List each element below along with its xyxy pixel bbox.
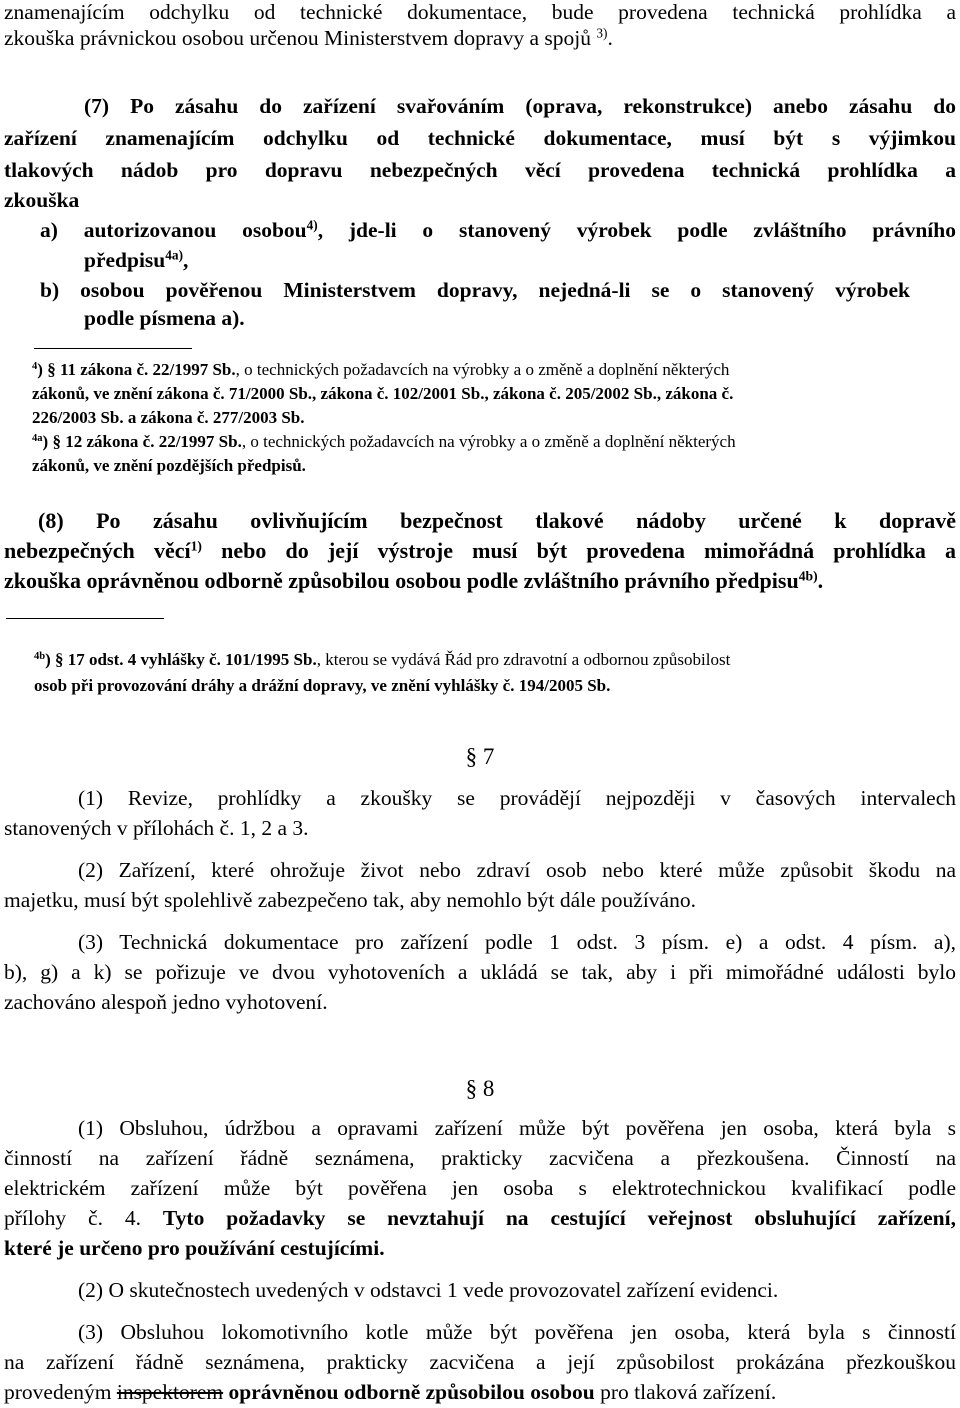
footnote-4a-line: zákonů, ve znění pozdějších předpisů.	[32, 456, 306, 475]
section-7-par-1-cont: stanovených v přílohách č. 1, 2 a 3.	[4, 816, 309, 840]
list-item-a-cont: předpisu$^{4a)}$,	[84, 247, 189, 272]
list-item-b-cont: podle písmena a).	[84, 306, 245, 330]
footnote-ref[interactable]: 4)	[306, 217, 318, 233]
section-8-heading: § 8	[465, 1076, 495, 1101]
section-8-par-1-cont: přílohy č. 4. Tyto požadavky se nevztahují na cestující veřejnost obsluhující zařízení,	[4, 1206, 956, 1230]
section-sign-icon: §	[47, 360, 56, 379]
footnote-4: $^4$) § 11 zákona č. 22/1997 Sb., o technických požadavcích na výrobky a o změně a doplnění některých	[32, 360, 730, 379]
footnote-4a: $^{4a}$) § 12 zákona č. 22/1997 Sb., o technických požadavcích na výrobky a o změně a doplnění některých	[32, 432, 736, 451]
section-7-par-2-cont: majetku, musí být spolehlivě zabezpečeno tak, aby nemohlo být dále používáno.	[4, 888, 696, 912]
footnote-ref[interactable]: 1)	[190, 538, 202, 554]
footnote-4b: $^{4b}$) § 17 odst. 4 vyhlášky č. 101/1995 Sb., kterou se vydává Řád pro zdravotní a odbornou způsobilost	[34, 650, 731, 669]
section-8-par-1-cont: elektrickém zařízení může být pověřena jen osoba s elektrotechnickou kvalifikací podle	[4, 1176, 956, 1200]
text-line: zkouška právnickou osobou určenou Ministerstvem dopravy a spojů $^{3)}$.	[4, 25, 613, 50]
footnote-ref[interactable]: 4b)	[798, 568, 818, 584]
section-8-par-3: (3) Obsluhou lokomotivního kotle může být pověřena jen osoba, která byla s činností	[78, 1320, 956, 1344]
list-item-b: b) osobou pověřenou Ministerstvem dopravy, nejedná-li se o stanovený výrobek	[40, 278, 910, 302]
footnote-divider	[6, 618, 164, 619]
section-7-par-1: (1) Revize, prohlídky a zkoušky se provádějí nejpozději v časových intervalech	[78, 786, 956, 810]
paragraph-8-line: zkouška oprávněnou odborně způsobilou osobou podle zvláštního právního předpisu$^{4b)}$.	[4, 568, 824, 593]
paragraph-8-line: (8) Po zásahu ovlivňujícím bezpečnost tlakové nádoby určené k dopravě	[38, 508, 956, 533]
section-7-heading: § 7	[465, 744, 495, 769]
section-8-par-1-cont: činností na zařízení řádně seznámena, prakticky zacvičena a přezkoušena. Činností na	[4, 1146, 956, 1170]
paragraph-7-line: tlakových nádob pro dopravu nebezpečných věcí provedena technická prohlídka a	[4, 158, 956, 182]
paragraph-7-line: zkouška	[4, 188, 80, 212]
list-item-a: a) autorizovanou osobou$^{4)}$, jde-li o stanovený výrobek podle zvláštního právního	[40, 217, 956, 242]
section-8-par-1-cont: které je určeno pro používání cestujícími.	[4, 1236, 385, 1260]
footnote-ref[interactable]: 3)	[596, 25, 608, 41]
section-sign-icon: §	[52, 432, 61, 451]
footnote-4b-line: osob při provozování dráhy a drážní dopravy, ve znění vyhlášky č. 194/2005 Sb.	[34, 676, 611, 695]
section-7-par-3: (3) Technická dokumentace pro zařízení podle 1 odst. 3 písm. e) a odst. 4 písm. a),	[78, 930, 956, 954]
footnote-ref[interactable]: 4a)	[165, 247, 184, 263]
footnote-4-line: 226/2003 Sb. a zákona č. 277/2003 Sb.	[32, 408, 305, 427]
footnote-4-line: zákonů, ve znění zákona č. 71/2000 Sb., zákona č. 102/2001 Sb., zákona č. 205/2002 Sb., zákona č.	[32, 384, 734, 403]
paragraph-7-line: zařízení znamenajícím odchylku od technické dokumentace, musí být s výjimkou	[4, 126, 956, 150]
footnote-divider	[34, 348, 192, 349]
section-sign-icon: §	[55, 650, 64, 669]
paragraph-7-line: (7) Po zásahu do zařízení svařováním (oprava, rekonstrukce) anebo zásahu do	[84, 94, 956, 118]
text-line: znamenajícím odchylku od technické dokumentace, bude provedena technická prohlídka a	[4, 0, 956, 24]
section-8-par-3-cont: na zařízení řádně seznámena, prakticky zacvičena a její způsobilost prokázána přezkouškou	[4, 1350, 956, 1374]
section-8-par-2: (2) O skutečnostech uvedených v odstavci 1 vede provozovatel zařízení evidenci.	[78, 1278, 779, 1302]
section-7-par-2: (2) Zařízení, které ohrožuje život nebo zdraví osob nebo které může způsobit škodu na	[78, 858, 956, 882]
paragraph-8-line: nebezpečných věcí$^{1)}$ nebo do její výstroje musí být provedena mimořádná prohlídka a	[4, 538, 957, 563]
section-8-par-3-cont: provedeným inspektorem oprávněnou odborně způsobilou osobou pro tlaková zařízení.	[4, 1380, 777, 1404]
section-7-par-3-cont: zachováno alespoň jedno vyhotovení.	[4, 990, 328, 1014]
struck-text: inspektorem	[116, 1380, 224, 1404]
section-8-par-1: (1) Obsluhou, údržbou a opravami zařízení může být pověřena jen osoba, která byla s	[78, 1116, 956, 1140]
section-7-par-3-cont: b), g) a k) se pořizuje ve dvou vyhotoveních a ukládá se tak, aby i při mimořádné události bylo	[4, 960, 956, 984]
